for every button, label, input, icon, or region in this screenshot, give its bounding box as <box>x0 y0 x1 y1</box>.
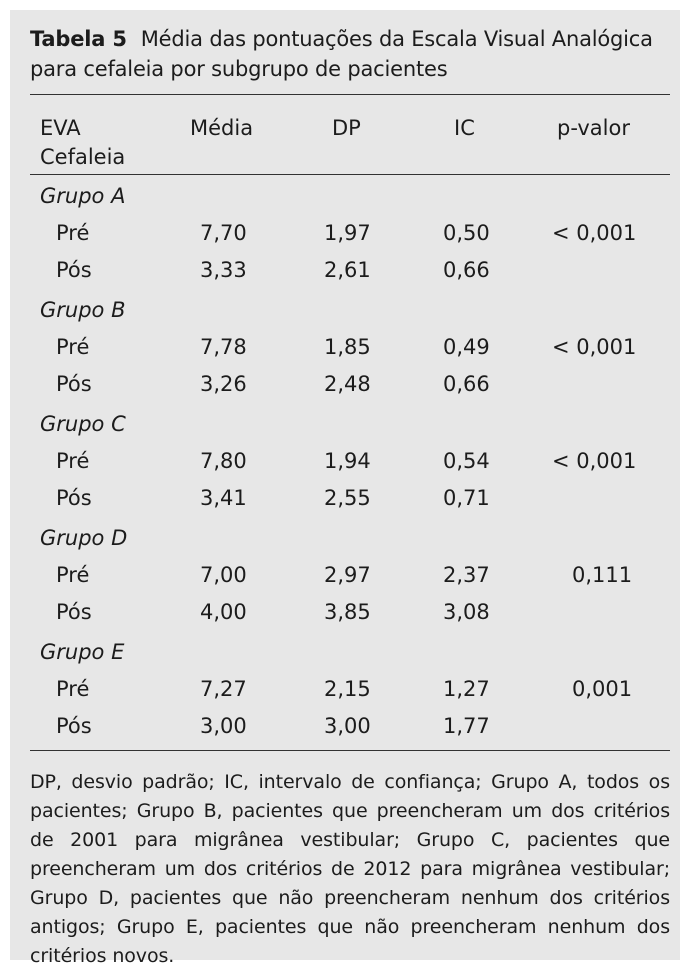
row-e-pos-dp: 3,00 <box>324 714 371 738</box>
group-label-c: Grupo C <box>40 412 126 436</box>
group-label-a: Grupo A <box>40 184 126 208</box>
header-rule <box>30 174 670 175</box>
row-e-pre-media: 7,27 <box>200 677 247 701</box>
row-b-pre-label: Pré <box>56 335 90 359</box>
row-d-pos-media: 4,00 <box>200 600 247 624</box>
header-ic: IC <box>454 116 475 140</box>
row-a-pre-ic: 0,50 <box>443 221 490 245</box>
row-d-pre-label: Pré <box>56 563 90 587</box>
row-a-pos-media: 3,33 <box>200 258 247 282</box>
row-b-pre-dp: 1,85 <box>324 335 371 359</box>
row-c-pre-ic: 0,54 <box>443 449 490 473</box>
row-c-pre-media: 7,80 <box>200 449 247 473</box>
row-d-pos-ic: 3,08 <box>443 600 490 624</box>
row-a-pre-p: < 0,001 <box>552 221 637 245</box>
header-media: Média <box>190 116 254 140</box>
top-rule <box>30 94 670 95</box>
row-c-pre-label: Pré <box>56 449 90 473</box>
row-a-pos-ic: 0,66 <box>443 258 490 282</box>
row-d-pos-dp: 3,85 <box>324 600 371 624</box>
table-footnote: DP, desvio padrão; IC, intervalo de confiança; Grupo A, todos os pacientes; Grupo B, pacientes que preencheram um dos critérios de 2001 para migrânea vestibular; Grupo C, pacientes que preencheram um dos critérios de 2012 para migrânea vestibular; Grupo D, pacientes que não preencheram nenhum dos critérios antigos; Grupo E, pacientes que não preencheram nenhum dos critérios novos. <box>30 771 670 967</box>
table-panel <box>10 10 680 967</box>
row-e-pre-ic: 1,27 <box>443 677 490 701</box>
header-eva-line2: Cefaleia <box>40 145 126 169</box>
row-b-pos-dp: 2,48 <box>324 372 371 396</box>
row-b-pos-label: Pós <box>56 372 92 396</box>
row-d-pos-label: Pós <box>56 600 92 624</box>
row-e-pre-label: Pré <box>56 677 90 701</box>
header-dp: DP <box>332 116 361 140</box>
row-d-pre-dp: 2,97 <box>324 563 371 587</box>
row-c-pre-dp: 1,94 <box>324 449 371 473</box>
row-b-pre-media: 7,78 <box>200 335 247 359</box>
row-e-pos-label: Pós <box>56 714 92 738</box>
row-d-pre-ic: 2,37 <box>443 563 490 587</box>
row-c-pre-p: < 0,001 <box>552 449 637 473</box>
row-c-pos-label: Pós <box>56 486 92 510</box>
row-e-pos-ic: 1,77 <box>443 714 490 738</box>
group-label-d: Grupo D <box>40 526 128 550</box>
row-a-pre-dp: 1,97 <box>324 221 371 245</box>
table-caption-text: Média das pontuações da Escala Visual Analógica para cefaleia por subgrupo de pacientes <box>30 27 653 81</box>
row-d-pre-p: 0,111 <box>572 563 633 587</box>
row-c-pos-dp: 2,55 <box>324 486 371 510</box>
table-number-label: Tabela 5 <box>30 27 127 51</box>
group-label-e: Grupo E <box>40 640 125 664</box>
row-c-pos-media: 3,41 <box>200 486 247 510</box>
row-e-pos-media: 3,00 <box>200 714 247 738</box>
row-b-pre-ic: 0,49 <box>443 335 490 359</box>
row-c-pos-ic: 0,71 <box>443 486 490 510</box>
table-caption <box>30 24 670 84</box>
row-e-pre-p: 0,001 <box>572 677 633 701</box>
row-b-pre-p: < 0,001 <box>552 335 637 359</box>
row-b-pos-ic: 0,66 <box>443 372 490 396</box>
row-e-pre-dp: 2,15 <box>324 677 371 701</box>
row-a-pos-label: Pós <box>56 258 92 282</box>
row-b-pos-media: 3,26 <box>200 372 247 396</box>
bottom-rule <box>30 750 670 751</box>
header-eva-line1: EVA <box>40 116 81 140</box>
row-a-pre-media: 7,70 <box>200 221 247 245</box>
row-d-pre-media: 7,00 <box>200 563 247 587</box>
group-label-b: Grupo B <box>40 298 126 322</box>
row-a-pre-label: Pré <box>56 221 90 245</box>
header-p-valor: p-valor <box>557 116 630 140</box>
row-a-pos-dp: 2,61 <box>324 258 371 282</box>
